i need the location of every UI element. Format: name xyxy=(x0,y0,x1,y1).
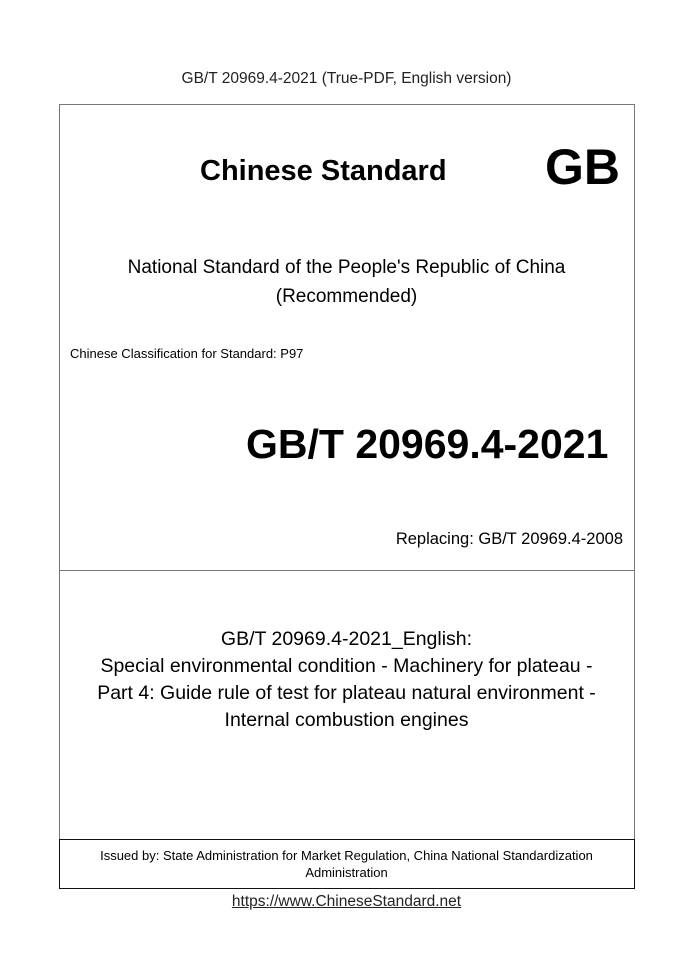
website-link[interactable]: https://www.ChineseStandard.net xyxy=(231,893,462,910)
description-line: Internal combustion engines xyxy=(224,709,469,731)
gb-badge: GB xyxy=(545,139,620,195)
recommended-label: (Recommended) xyxy=(275,286,418,307)
cover-title: Chinese Standard xyxy=(200,155,447,187)
issuer-text-continued: Administration xyxy=(305,865,388,880)
description-line: GB/T 20969.4-2021_English: xyxy=(220,628,473,650)
description-line: Part 4: Guide rule of test for plateau natural environment - xyxy=(97,682,596,704)
national-standard-line: National Standard of the People's Republic of China xyxy=(127,257,566,278)
issuer-text: Issued by: State Administration for Market Regulation, China National Standardization xyxy=(100,848,593,863)
standard-number: GB/T 20969.4-2021 xyxy=(246,421,609,467)
description-line: Special environmental condition - Machinery for plateau - xyxy=(100,655,593,677)
classification-text: Chinese Classification for Standard: P97 xyxy=(70,346,304,361)
replacing-text: Replacing: GB/T 20969.4-2008 xyxy=(395,530,623,548)
description-box xyxy=(59,570,635,840)
issuer-box xyxy=(59,839,635,889)
page-header: GB/T 20969.4-2021 (True-PDF, English version) xyxy=(181,70,512,87)
